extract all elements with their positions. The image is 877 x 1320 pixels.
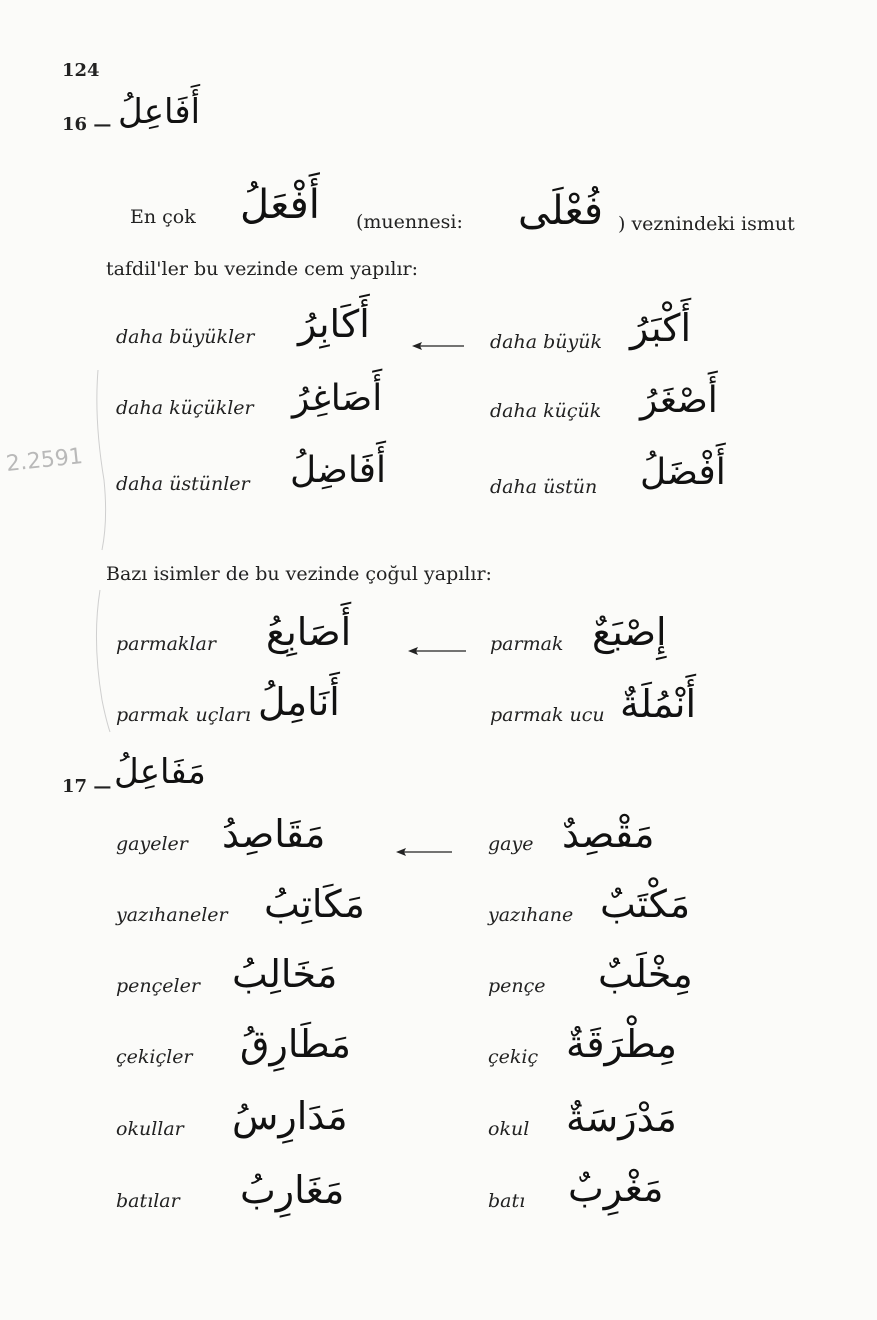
singular-translation: yazıhane — [488, 904, 574, 926]
plural-arabic: أَصَابِعُ — [266, 610, 352, 654]
plural-arabic: مَطَارِقُ — [240, 1022, 351, 1066]
arrow-left-icon — [412, 340, 464, 352]
singular-translation: pençe — [488, 975, 546, 997]
singular-arabic: أَنْمُلَةٌ — [620, 682, 697, 726]
plural-arabic: مَقَاصِدُ — [222, 812, 326, 856]
plural-translation: parmak uçları — [116, 704, 251, 726]
plural-translation: parmaklar — [116, 633, 216, 655]
singular-arabic: أَفْضَلُ — [640, 452, 726, 493]
singular-translation: batı — [488, 1190, 526, 1212]
plural-arabic: مَدَارِسُ — [232, 1094, 348, 1138]
singular-arabic: مَدْرَسَةٌ — [566, 1096, 677, 1140]
singular-arabic: مَقْصِدٌ — [562, 812, 655, 856]
intro-arabic-af-al: أَفْعَلُ — [240, 182, 320, 228]
plural-arabic: مَخَالِبُ — [232, 952, 338, 996]
singular-arabic: مَغْرِبٌ — [568, 1166, 664, 1210]
section-16-number: 16 — — [62, 114, 112, 135]
margin-pencil-note: 2.2591 — [4, 444, 85, 477]
singular-arabic: أَصْغَرُ — [640, 380, 718, 421]
plural-translation: batılar — [116, 1190, 180, 1212]
singular-translation: daha üstün — [490, 476, 598, 498]
plural-translation: gayeler — [116, 833, 188, 855]
plural-arabic: مَكَاتِبُ — [264, 882, 365, 926]
intro-veznindeki: ) veznindeki ismut — [618, 213, 795, 235]
singular-arabic: أَكْبَرُ — [630, 306, 692, 350]
section-16-arabic-heading: أَفَاعِلُ — [118, 92, 201, 132]
singular-arabic: مِطْرَقَةٌ — [566, 1022, 678, 1066]
intro-line-2: tafdil'ler bu vezinde cem yapılır: — [106, 258, 419, 280]
intro-arabic-fu-la: فُعْلَى — [518, 188, 603, 234]
plural-translation: daha büyükler — [116, 326, 255, 348]
singular-translation: gaye — [488, 833, 534, 855]
singular-translation: parmak — [490, 633, 564, 655]
note-line: Bazı isimler de bu vezinde çoğul yapılır: — [106, 563, 492, 585]
plural-translation: daha üstünler — [116, 473, 250, 495]
singular-translation: parmak ucu — [490, 704, 605, 726]
arrow-left-icon — [408, 645, 466, 657]
singular-translation: okul — [488, 1118, 530, 1140]
plural-translation: okullar — [116, 1118, 184, 1140]
singular-translation: daha büyük — [490, 331, 602, 353]
intro-en-cok: En çok — [130, 206, 196, 228]
plural-arabic: مَغَارِبُ — [240, 1168, 345, 1212]
plural-translation: daha küçükler — [116, 397, 254, 419]
plural-translation: pençeler — [116, 975, 200, 997]
intro-muennesi: (muennesi: — [356, 211, 463, 233]
singular-arabic: مِخْلَبٌ — [598, 952, 693, 996]
arrow-left-icon — [396, 846, 452, 858]
plural-translation: yazıhaneler — [116, 904, 228, 926]
plural-arabic: أَصَاغِرُ — [292, 378, 383, 419]
plural-translation: çekiçler — [116, 1046, 193, 1068]
singular-arabic: إِصْبَعٌ — [592, 610, 667, 654]
section-17-number: 17 — — [62, 776, 112, 797]
singular-translation: çekiç — [488, 1046, 539, 1068]
section-17-arabic-heading: مَفَاعِلُ — [114, 752, 206, 792]
margin-pencil-marks — [86, 360, 116, 740]
plural-arabic: أَنَامِلُ — [258, 680, 340, 724]
plural-arabic: أَكَابِرُ — [298, 302, 370, 346]
plural-arabic: أَفَاضِلُ — [290, 450, 387, 491]
page-number: 124 — [62, 60, 100, 81]
singular-arabic: مَكْتَبٌ — [600, 882, 691, 926]
singular-translation: daha küçük — [490, 400, 602, 422]
